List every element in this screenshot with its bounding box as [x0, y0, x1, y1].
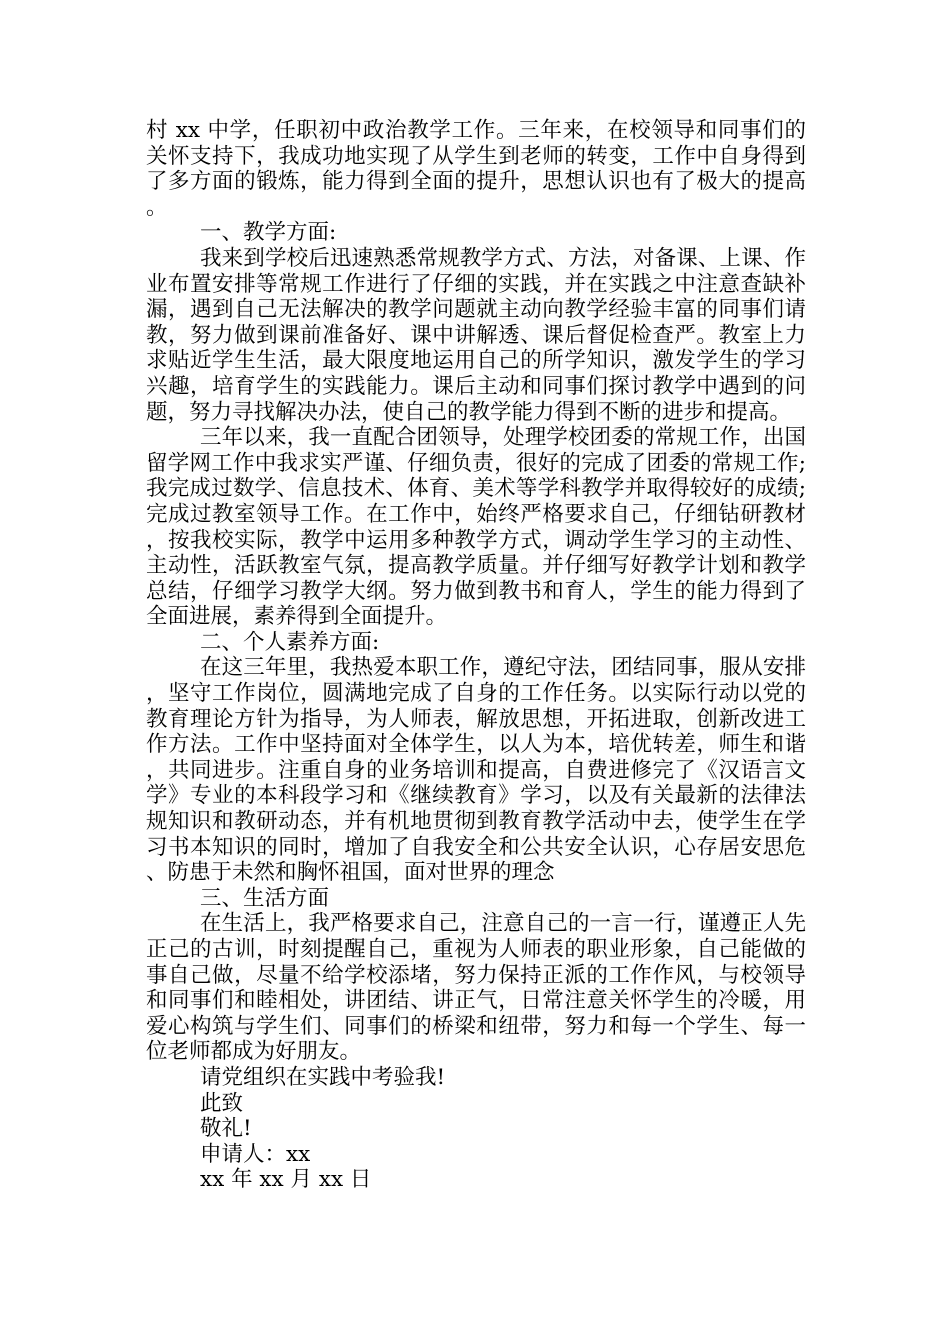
teaching-paragraph-2: 三年以来，我一直配合团领导，处理学校团委的常规工作，出国留学网工作中我求实严谨、仔细负责，很好的完成了团委的常规工作;我完成过数学、信息技术、体育、美术等学科教学并取得较好的成绩;完成过教室领导工作。在工作中，始终严格要求自己，仔细钻研教材，按我校实际，教学中运用多种教学方式，调动学生学习的主动性、主动性，活跃教室气氛，提高教学质量。并仔细写好教学计划和教学总结，仔细学习教学大纲。努力做到教书和育人，学生的能力得到了全面进展，素养得到全面提升。 — [146, 425, 806, 630]
closing-regards: 敬礼! — [200, 1116, 252, 1142]
applicant-signature: 申请人：xx — [200, 1141, 311, 1167]
document-page — [146, 118, 806, 1193]
section-heading-teaching: 一、教学方面: — [200, 220, 337, 246]
life-paragraph: 在生活上，我严格要求自己，注意自己的一言一行，谨遵正人先正己的古训，时刻提醒自己，重视为人师表的职业形象，自己能做的事自己做，尽量不给学校添堵，努力保持正派的工作作风，与校领导和同事们和睦相处，讲团结、讲正气，日常注意关怀学生的冷暖，用爱心构筑与学生们、同事们的桥梁和纽带，努力和每一个学生、每一位老师都成为好朋友。 — [146, 911, 806, 1065]
teaching-paragraph-1: 我来到学校后迅速熟悉常规教学方式、方法，对备课、上课、作业布置安排等常规工作进行了仔细的实践，并在实践之中注意查缺补漏，遇到自己无法解决的教学问题就主动向教学经验丰富的同事们请教，努力做到课前准备好、课中讲解透、课后督促检查严。教室上力求贴近学生生活，最大限度地运用自己的所学知识，激发学生的学习兴趣，培育学生的实践能力。课后主动和同事们探讨教学中遇到的问题，努力寻找解决办法，使自己的教学能力得到不断的进步和提高。 — [146, 245, 806, 425]
closing-salutation: 此致 — [200, 1090, 244, 1116]
intro-paragraph: 村 xx 中学，任职初中政治教学工作。三年来，在校领导和同事们的关怀支持下，我成功地实现了从学生到老师的转变，工作中自身得到了多方面的锻炼，能力得到全面的提升，思想认识也有了极大的提高。 — [146, 118, 806, 220]
closing-request: 请党组织在实践中考验我! — [200, 1064, 446, 1090]
section-heading-life: 三、生活方面 — [200, 885, 330, 911]
signature-date: xx 年 xx 月 xx 日 — [200, 1167, 372, 1193]
section-heading-quality: 二、个人素养方面: — [200, 629, 380, 655]
quality-paragraph: 在这三年里，我热爱本职工作，遵纪守法，团结同事，服从安排，坚守工作岗位，圆满地完成了自身的工作任务。以实际行动以党的教育理论方针为指导，为人师表，解放思想，开拓进取，创新改进工作方法。工作中坚持面对全体学生，以人为本，培优转差，师生和谐，共同进步。注重自身的业务培训和提高，自费进修完了《汉语言文学》专业的本科段学习和《继续教育》学习，以及有关最新的法律法规知识和教研动态，并有机地贯彻到教育教学活动中去，使学生在学习书本知识的同时，增加了自我安全和公共安全认识，心存居安思危、防患于未然和胸怀祖国，面对世界的理念 — [146, 655, 806, 886]
